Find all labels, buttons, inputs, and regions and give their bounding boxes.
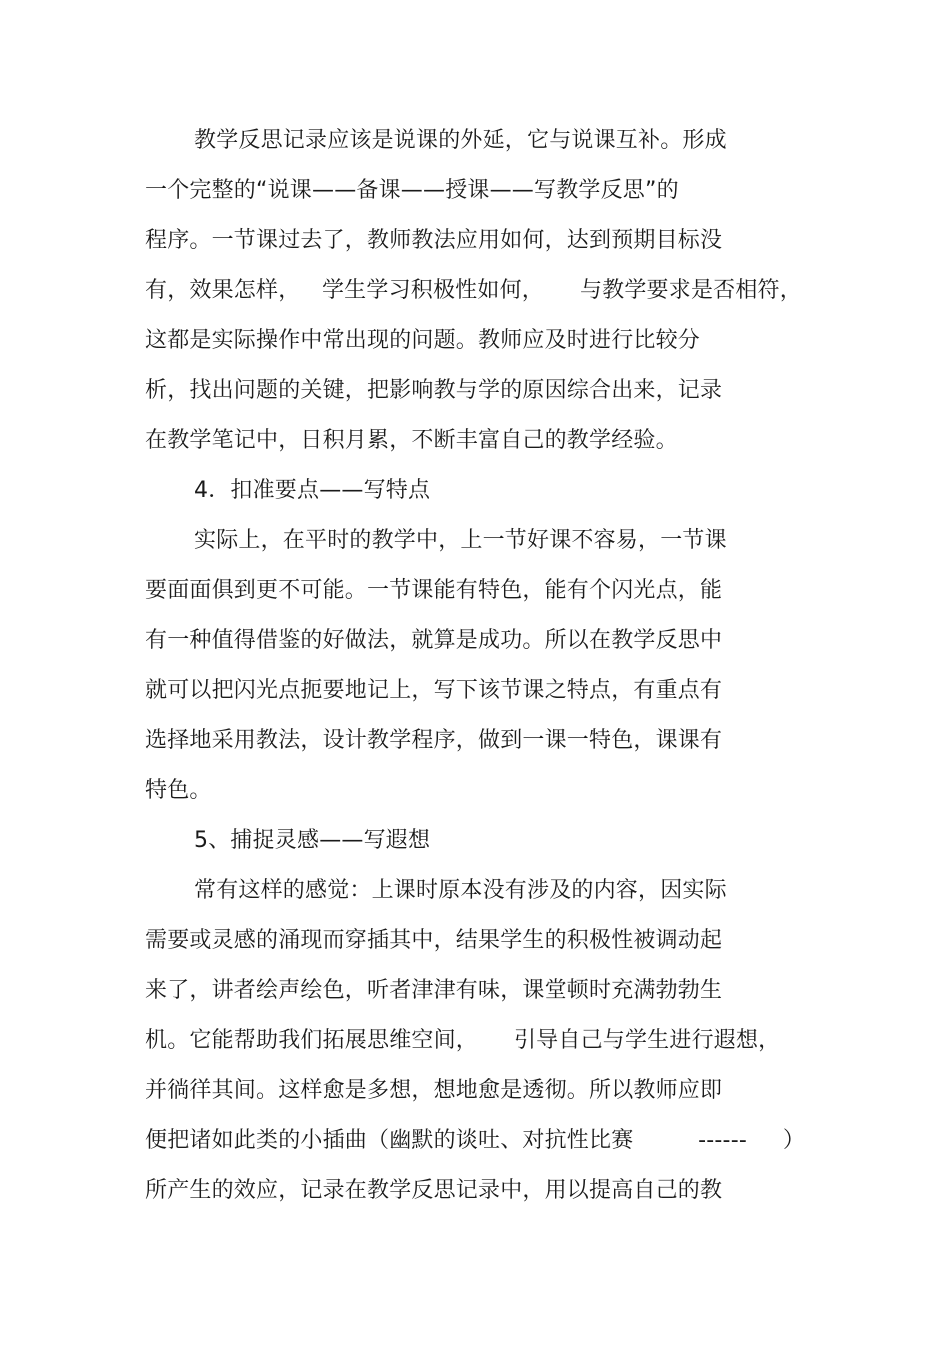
paragraph-line: 来了，讲者绘声绘色，听者津津有味，课堂顿时充满勃勃生 <box>145 978 723 1003</box>
paragraph-line: 就可以把闪光点扼要地记上，写下该节课之特点，有重点有 <box>145 678 723 703</box>
paragraph-line: 教学反思记录应该是说课的外延，它与说课互补。形成 <box>194 128 727 153</box>
paragraph-line: 常有这样的感觉：上课时原本没有涉及的内容，因实际 <box>194 878 727 903</box>
section-heading: 4．扣准要点——写特点 <box>194 478 431 503</box>
paragraph-line: 有一种值得借鉴的好做法，就算是成功。所以在教学反思中 <box>145 628 723 653</box>
paragraph-line: 这都是实际操作中常出现的问题。教师应及时进行比较分 <box>145 328 701 353</box>
paragraph-line: 程序。一节课过去了，教师教法应用如何，达到预期目标没 <box>145 228 723 253</box>
paragraph-line: 机。它能帮助我们拓展思维空间， 引导自己与学生进行遐想， <box>145 1028 781 1053</box>
paragraph-line: 有，效果怎样， 学生学习积极性如何， 与教学要求是否相符， <box>145 278 802 303</box>
paragraph-line: 在教学笔记中，日积月累，不断丰富自己的教学经验。 <box>145 428 678 453</box>
section-heading: 5、捕捉灵感——写遐想 <box>194 828 431 853</box>
paragraph-line: 特色。 <box>145 778 212 803</box>
paragraph-line: 需要或灵感的涌现而穿插其中，结果学生的积极性被调动起 <box>145 928 723 953</box>
paragraph-line: 一个完整的“说课——备课——授课——写教学反思”的 <box>145 178 679 203</box>
paragraph-line: 实际上，在平时的教学中，上一节好课不容易，一节课 <box>194 528 727 553</box>
paragraph-line: 要面面俱到更不可能。一节课能有特色，能有个闪光点，能 <box>145 578 723 603</box>
paragraph-line: 选择地采用教法，设计教学程序，做到一课一特色，课课有 <box>145 728 723 753</box>
paragraph-line: 便把诸如此类的小插曲（幽默的谈吐、对抗性比赛 ------ ） <box>145 1128 806 1153</box>
paragraph-line: 所产生的效应，记录在教学反思记录中，用以提高自己的教 <box>145 1178 723 1203</box>
paragraph-line: 并徜徉其间。这样愈是多想，想地愈是透彻。所以教师应即 <box>145 1078 723 1103</box>
paragraph-line: 析，找出问题的关键，把影响教与学的原因综合出来，记录 <box>145 378 723 403</box>
